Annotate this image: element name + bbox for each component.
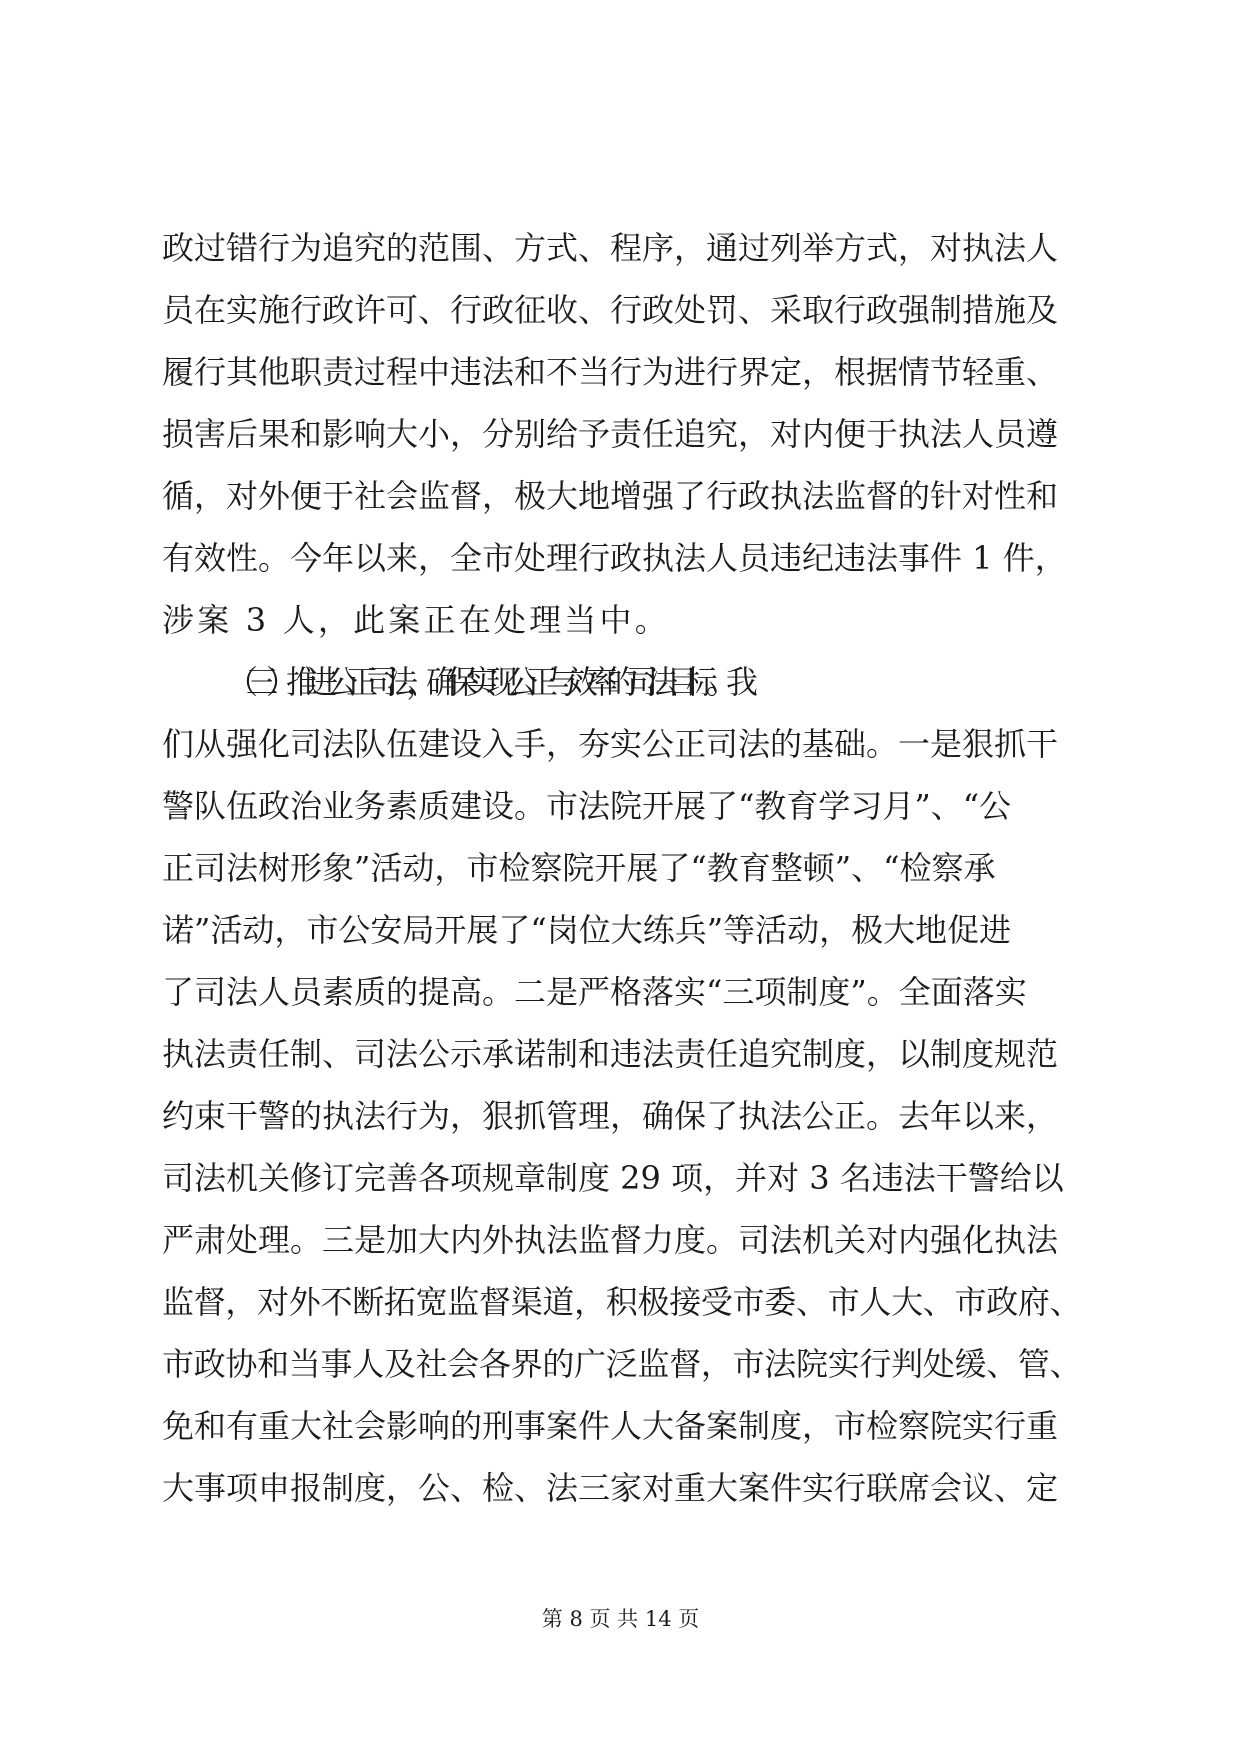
text-line: 有效性。今年以来，全市处理行政执法人员违纪违法事件 1 件， <box>162 539 1067 577</box>
page-number-footer: 第 8 页 共 14 页 <box>541 1607 700 1631</box>
text-line: 损害后果和影响大小，分别给予责任追究，对内便于执法人员遵 <box>162 415 1059 453</box>
text-line: 员在实施行政许可、行政征收、行政处罚、采取行政强制措施及 <box>162 291 1059 329</box>
text-line: 警队伍政治业务素质建设。市法院开展了“教育学习月”、“公 <box>162 787 1012 825</box>
text-line: 约束干警的执法行为，狠抓管理，确保了执法公正。去年以来， <box>162 1097 1059 1135</box>
text-line: 监督，对外不断拓宽监督渠道，积极接受市委、市人大、市政府、 <box>162 1283 1082 1321</box>
text-line: 市政协和当事人及社会各界的广泛监督，市法院实行判处缓、管、 <box>162 1345 1082 1383</box>
text-line: 免和有重大社会影响的刑事案件人大备案制度，市检察院实行重 <box>162 1407 1059 1445</box>
text-line: 司法机关修订完善各项规章制度 29 项，并对 3 名违法干警给以 <box>162 1159 1064 1197</box>
text-line: 政过错行为追究的范围、方式、程序，通过列举方式，对执法人 <box>162 229 1059 267</box>
text-line: 循，对外便于社会监督，极大地增强了行政执法监督的针对性和 <box>162 477 1059 515</box>
text-line: 涉案 3 人，此案正在处理当中。 <box>162 601 670 639</box>
text-line: 们从强化司法队伍建设入手，夯实公正司法的基础。一是狠抓干 <box>162 725 1059 763</box>
text-line: 诺”活动，市公安局开展了“岗位大练兵”等活动，极大地促进 <box>162 911 1012 949</box>
text-line: 了司法人员素质的提高。二是严格落实“三项制度”。全面落实 <box>162 973 1027 1011</box>
text-line: 正司法树形象”活动，市检察院开展了“教育整顿”、“检察承 <box>162 849 996 887</box>
text-line: 执法责任制、司法公示承诺制和违法责任追究制度，以制度规范 <box>162 1035 1059 1073</box>
text-line: 大事项申报制度，公、检、法三家对重大案件实行联席会议、定 <box>162 1469 1059 1507</box>
text-line: 严肃处理。三是加大内外执法监督力度。司法机关对内强化执法 <box>162 1221 1059 1259</box>
paragraph-first-line: （三）推进公正司法，确保实现公正与效率的司法目标。我 <box>226 663 747 701</box>
text-line: 履行其他职责过程中违法和不当行为进行界定，根据情节轻重、 <box>162 353 1059 391</box>
